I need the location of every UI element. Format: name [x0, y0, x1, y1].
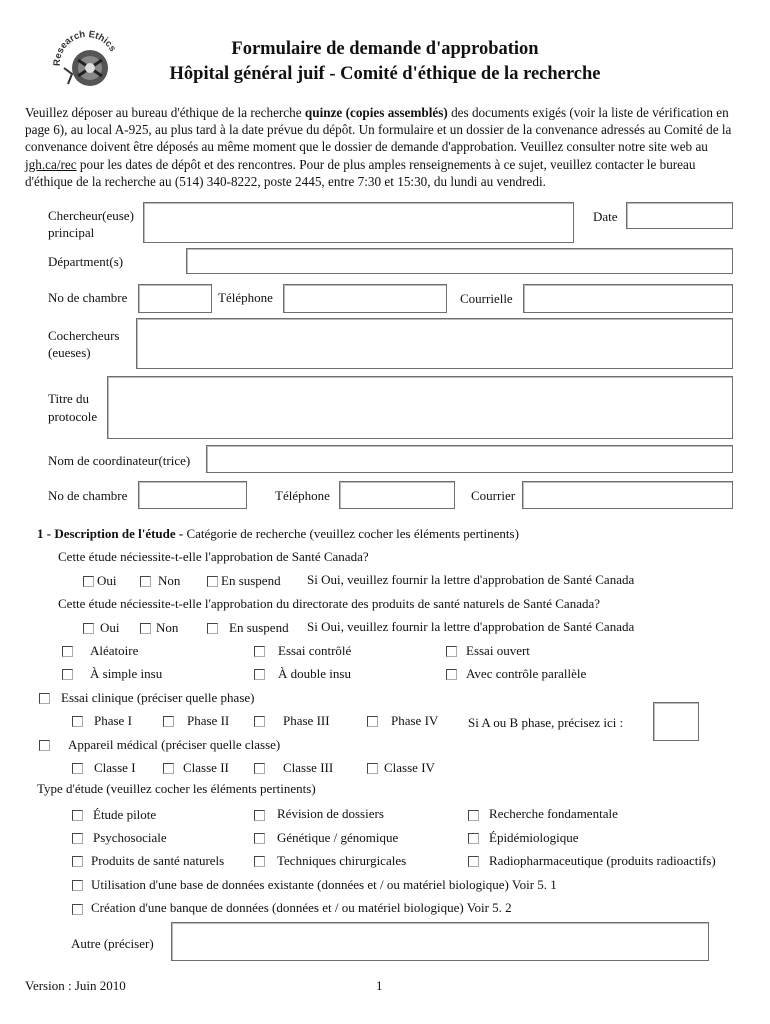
etude-pilote-checkbox[interactable]: [72, 810, 83, 821]
autre-label: Autre (préciser): [71, 936, 154, 951]
essai-ouvert-label: Essai ouvert: [466, 643, 530, 658]
co-investigators-label-2: (eueses): [48, 345, 91, 360]
banque-donnees-label: Création d'une banque de données (données et / ou matériel biologique) Voir 5. 2: [91, 900, 512, 915]
autre-field[interactable]: [171, 922, 709, 961]
recherche-fondamentale-checkbox[interactable]: [468, 810, 479, 821]
telephone-2-label: Téléphone: [275, 488, 330, 503]
room-number-2-label: No de chambre: [48, 488, 128, 503]
essai-clinique-label: Essai clinique (préciser quelle phase): [61, 690, 255, 705]
q1-en-suspend-checkbox[interactable]: [207, 576, 218, 587]
revision-dossiers-label: Révision de dossiers: [277, 806, 384, 821]
phase-ab-field[interactable]: [653, 702, 699, 741]
classe-3-checkbox[interactable]: [254, 763, 265, 774]
phase-4-checkbox[interactable]: [367, 716, 378, 727]
date-label: Date: [593, 209, 618, 224]
hospital-title: Hôpital général juif - Comité d'éthique de la recherche: [169, 64, 601, 84]
version-text: Version : Juin 2010: [25, 978, 126, 993]
classe-3-label: Classe III: [283, 760, 334, 775]
classe-1-label: Classe I: [94, 760, 136, 775]
email-field[interactable]: [523, 284, 733, 313]
radiopharmaceutique-checkbox[interactable]: [468, 856, 479, 867]
controle-parallele-label: Avec contrôle parallèle: [466, 666, 587, 681]
phase-3-checkbox[interactable]: [254, 716, 265, 727]
q2-oui-label: Oui: [100, 620, 120, 635]
research-ethics-office-logo: [50, 24, 122, 96]
q1-oui-label: Oui: [97, 573, 117, 588]
double-insu-label: À double insu: [278, 666, 351, 681]
q2-en-suspend-label: En suspend: [229, 620, 289, 635]
epidemiologique-label: Épidémiologique: [489, 830, 579, 845]
double-insu-checkbox[interactable]: [254, 669, 265, 680]
mail-field[interactable]: [522, 481, 733, 509]
revision-dossiers-checkbox[interactable]: [254, 810, 265, 821]
techniques-chirurgicales-checkbox[interactable]: [254, 856, 265, 867]
intro-paragraph: Veuillez déposer au bureau d'éthique de la recherche quinze (copies assemblés) des documents exigés (voir la liste de vérification en page 6), au local A-925, au plus tard à la date prévue du dépôt. Un formulaire et un dossier de la convenance adressés au Comité de la convenance doivent être déposés au même moment que le dossier de demande d'approbation. Veuillez consulter notre site web au jgh.ca/rec pour les dates de dépôt et des rencontres. Pour de plus amples renseignements à ce sujet, veuillez contacter le bureau d'éthique de la recherche au (514) 340-8222, poste 2445, entre 7:30 et 15:30, du lundi au vendredi.: [25, 105, 732, 189]
telephone-label: Téléphone: [218, 290, 273, 305]
essai-controle-label: Essai contrôlé: [278, 643, 352, 658]
coordinator-label: Nom de coordinateur(trice): [48, 453, 191, 468]
epidemiologique-checkbox[interactable]: [468, 833, 479, 844]
base-donnees-label: Utilisation d'une base de données existante (données et / ou matériel biologique) Voir 5. 1: [91, 877, 557, 892]
date-field[interactable]: [626, 202, 733, 229]
recherche-fondamentale-label: Recherche fondamentale: [489, 806, 618, 821]
produits-naturels-checkbox[interactable]: [72, 856, 83, 867]
phase-4-label: Phase IV: [391, 713, 439, 728]
simple-insu-checkbox[interactable]: [62, 669, 73, 680]
controle-parallele-checkbox[interactable]: [446, 669, 457, 680]
classe-4-label: Classe IV: [384, 760, 435, 775]
co-investigators-label: Cochercheurs: [48, 328, 120, 343]
radiopharmaceutique-label: Radiopharmaceutique (produits radioactifs): [489, 853, 716, 868]
room-number-label: No de chambre: [48, 290, 128, 305]
psychosociale-checkbox[interactable]: [72, 833, 83, 844]
q2-note: Si Oui, veuillez fournir la lettre d'approbation de Santé Canada: [307, 619, 635, 634]
classe-2-label: Classe II: [183, 760, 229, 775]
appareil-medical-label: Appareil médical (préciser quelle classe): [68, 737, 281, 752]
natural-products-question: Cette étude néciessite-t-elle l'approbation du directorate des produits de santé naturels de Santé Canada?: [58, 596, 601, 611]
protocol-title-field[interactable]: [107, 376, 733, 439]
form-title: Formulaire de demande d'approbation: [231, 39, 539, 59]
co-investigators-field[interactable]: [136, 318, 733, 369]
essai-controle-checkbox[interactable]: [254, 646, 265, 657]
telephone-2-field[interactable]: [339, 481, 455, 509]
email-label: Courrielle: [460, 291, 513, 306]
essai-ouvert-checkbox[interactable]: [446, 646, 457, 657]
mail-label: Courrier: [471, 488, 516, 503]
phase-2-checkbox[interactable]: [163, 716, 174, 727]
protocol-title-label-2: protocole: [48, 409, 98, 424]
appareil-medical-checkbox[interactable]: [39, 740, 50, 751]
banque-donnees-checkbox[interactable]: [72, 904, 83, 915]
q1-note: Si Oui, veuillez fournir la lettre d'approbation de Santé Canada: [307, 572, 635, 587]
phase-3-label: Phase III: [283, 713, 330, 728]
phase-1-checkbox[interactable]: [72, 716, 83, 727]
phase-2-label: Phase II: [187, 713, 230, 728]
principal-investigator-label: Chercheur(euse): [48, 208, 134, 223]
techniques-chirurgicales-label: Techniques chirurgicales: [277, 853, 407, 868]
q1-non-checkbox[interactable]: [140, 576, 151, 587]
q2-non-checkbox[interactable]: [140, 623, 151, 634]
protocol-title-label: Titre du: [48, 391, 90, 406]
page-number: 1: [376, 978, 383, 993]
classe-1-checkbox[interactable]: [72, 763, 83, 774]
q2-oui-checkbox[interactable]: [83, 623, 94, 634]
classe-2-checkbox[interactable]: [163, 763, 174, 774]
principal-investigator-label-2: principal: [48, 225, 95, 240]
phase-ab-label: Si A ou B phase, précisez ici :: [468, 715, 624, 730]
phase-1-label: Phase I: [94, 713, 132, 728]
q2-en-suspend-checkbox[interactable]: [207, 623, 218, 634]
logo-text: Research Ethics: [51, 28, 119, 67]
q2-non-label: Non: [156, 620, 179, 635]
room-number-field[interactable]: [138, 284, 212, 313]
q1-oui-checkbox[interactable]: [83, 576, 94, 587]
study-type-label: Type d'étude (veuillez cocher les éléments pertinents): [37, 781, 316, 796]
aleatoire-checkbox[interactable]: [62, 646, 73, 657]
section-1-heading: 1 - Description de l'étude - Catégorie de recherche (veuillez cocher les éléments pertinents): [37, 526, 519, 541]
coordinator-field[interactable]: [206, 445, 733, 473]
genetique-checkbox[interactable]: [254, 833, 265, 844]
telephone-field[interactable]: [283, 284, 447, 313]
health-canada-question: Cette étude néciessite-t-elle l'approbation de Santé Canada?: [58, 549, 369, 564]
aleatoire-label: Aléatoire: [90, 643, 139, 658]
departments-field[interactable]: [186, 248, 733, 274]
departments-label: Départment(s): [48, 254, 124, 269]
etude-pilote-label: Étude pilote: [93, 807, 157, 822]
essai-clinique-checkbox[interactable]: [39, 693, 50, 704]
produits-naturels-label: Produits de santé naturels: [91, 853, 225, 868]
genetique-label: Génétique / génomique: [277, 830, 399, 845]
room-number-2-field[interactable]: [138, 481, 247, 509]
principal-investigator-field[interactable]: [143, 202, 574, 243]
simple-insu-label: À simple insu: [90, 666, 163, 681]
q1-en-suspend-label: En suspend: [221, 573, 281, 588]
q1-non-label: Non: [158, 573, 181, 588]
base-donnees-checkbox[interactable]: [72, 880, 83, 891]
website-link[interactable]: jgh.ca/rec: [25, 156, 77, 172]
psychosociale-label: Psychosociale: [93, 830, 167, 845]
classe-4-checkbox[interactable]: [367, 763, 378, 774]
